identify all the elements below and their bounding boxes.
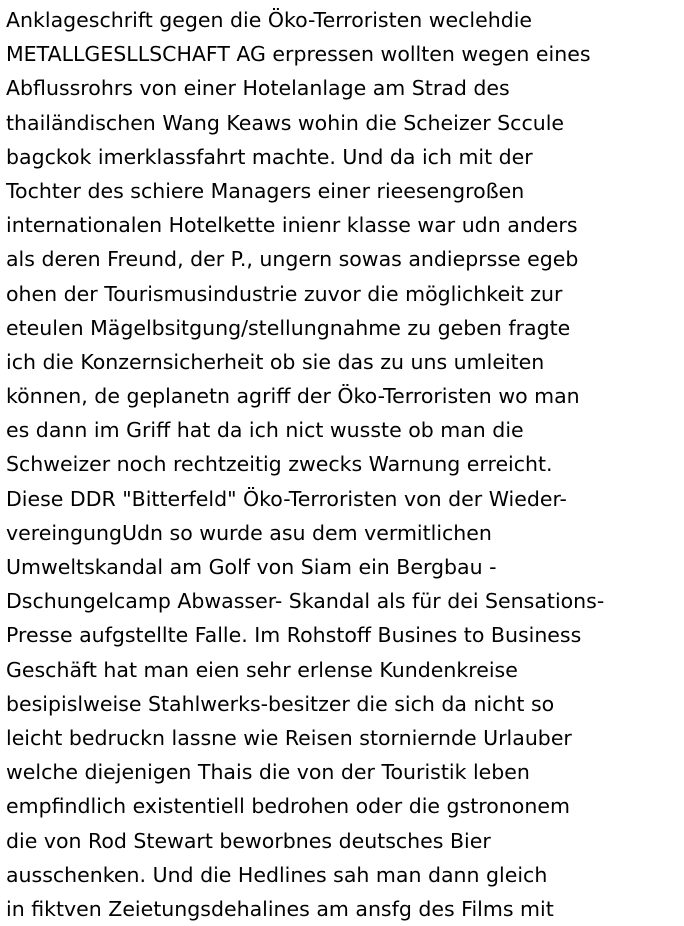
text-line: in fiktven Zeietungsdehalines am ansfg des Films mit <box>6 896 554 921</box>
text-line: welche diejenigen Thais die von der Touristik leben <box>6 760 530 785</box>
text-line: METALLGESLLSCHAFT AG erpressen wollten wegen eines <box>6 42 591 67</box>
text-line: Abflussrohrs von einer Hotelanlage am Strad des <box>6 76 510 101</box>
text-line: besipislweise Stahlwerks-besitzer die sich da nicht so <box>6 691 555 716</box>
text-line: eteulen Mägelbsitgung/stellungnahme zu geben fragte <box>6 315 571 340</box>
text-line: empfindlich existentiell bedrohen oder die gstrononem <box>6 794 570 819</box>
text-line: bagckok imerklassfahrt machte. Und da ich mit der <box>6 144 533 169</box>
text-line: Presse aufgstellte Falle. Im Rohstoff Busines to Business <box>6 623 582 648</box>
text-line: leicht bedruckn lassne wie Reisen storniernde Urlauber <box>6 725 572 750</box>
text-line: ohen der Tourismusindustrie zuvor die möglichkeit zur <box>6 281 563 306</box>
text-line: Dschungelcamp Abwasser- Skandal als für dei Sensations- <box>6 589 605 614</box>
text-line: als deren Freund, der P., ungern sowas andieprsse egeb <box>6 247 579 272</box>
text-line: thailändischen Wang Keaws wohin die Scheizer Sccule <box>6 110 565 135</box>
text-line: ausschenken. Und die Hedlines sah man dann gleich <box>6 862 548 887</box>
text-line: es dann im Griff hat da ich nict wusste ob man die <box>6 418 524 443</box>
document-body <box>6 3 682 926</box>
text-line: vereingungUdn so wurde asu dem vermitlichen <box>6 520 492 545</box>
text-line: Tochter des schiere Managers einer rieesengroßen <box>6 178 525 203</box>
text-line: Umweltskandal am Golf von Siam ein Bergbau - <box>6 555 497 579</box>
text-line: Geschäft hat man eien sehr erlense Kundenkreise <box>6 657 518 682</box>
text-line: ich die Konzernsicherheit ob sie das zu uns umleiten <box>6 349 545 374</box>
text-line: Diese DDR "Bitterfeld" Öko-Terroristen von der Wieder- <box>6 486 567 511</box>
text-line: internationalen Hotelkette inienr klasse war udn anders <box>6 213 578 238</box>
text-line: die von Rod Stewart beworbnes deutsches Bier <box>6 828 491 853</box>
text-line: Anklageschrift gegen die Öko-Terroristen weclehdie <box>6 8 533 32</box>
text-line: können, de geplanetn agriff der Öko-Terroristen wo man <box>6 384 580 409</box>
text-line: Schweizer noch rechtzeitig zwecks Warnung erreicht. <box>6 452 553 477</box>
